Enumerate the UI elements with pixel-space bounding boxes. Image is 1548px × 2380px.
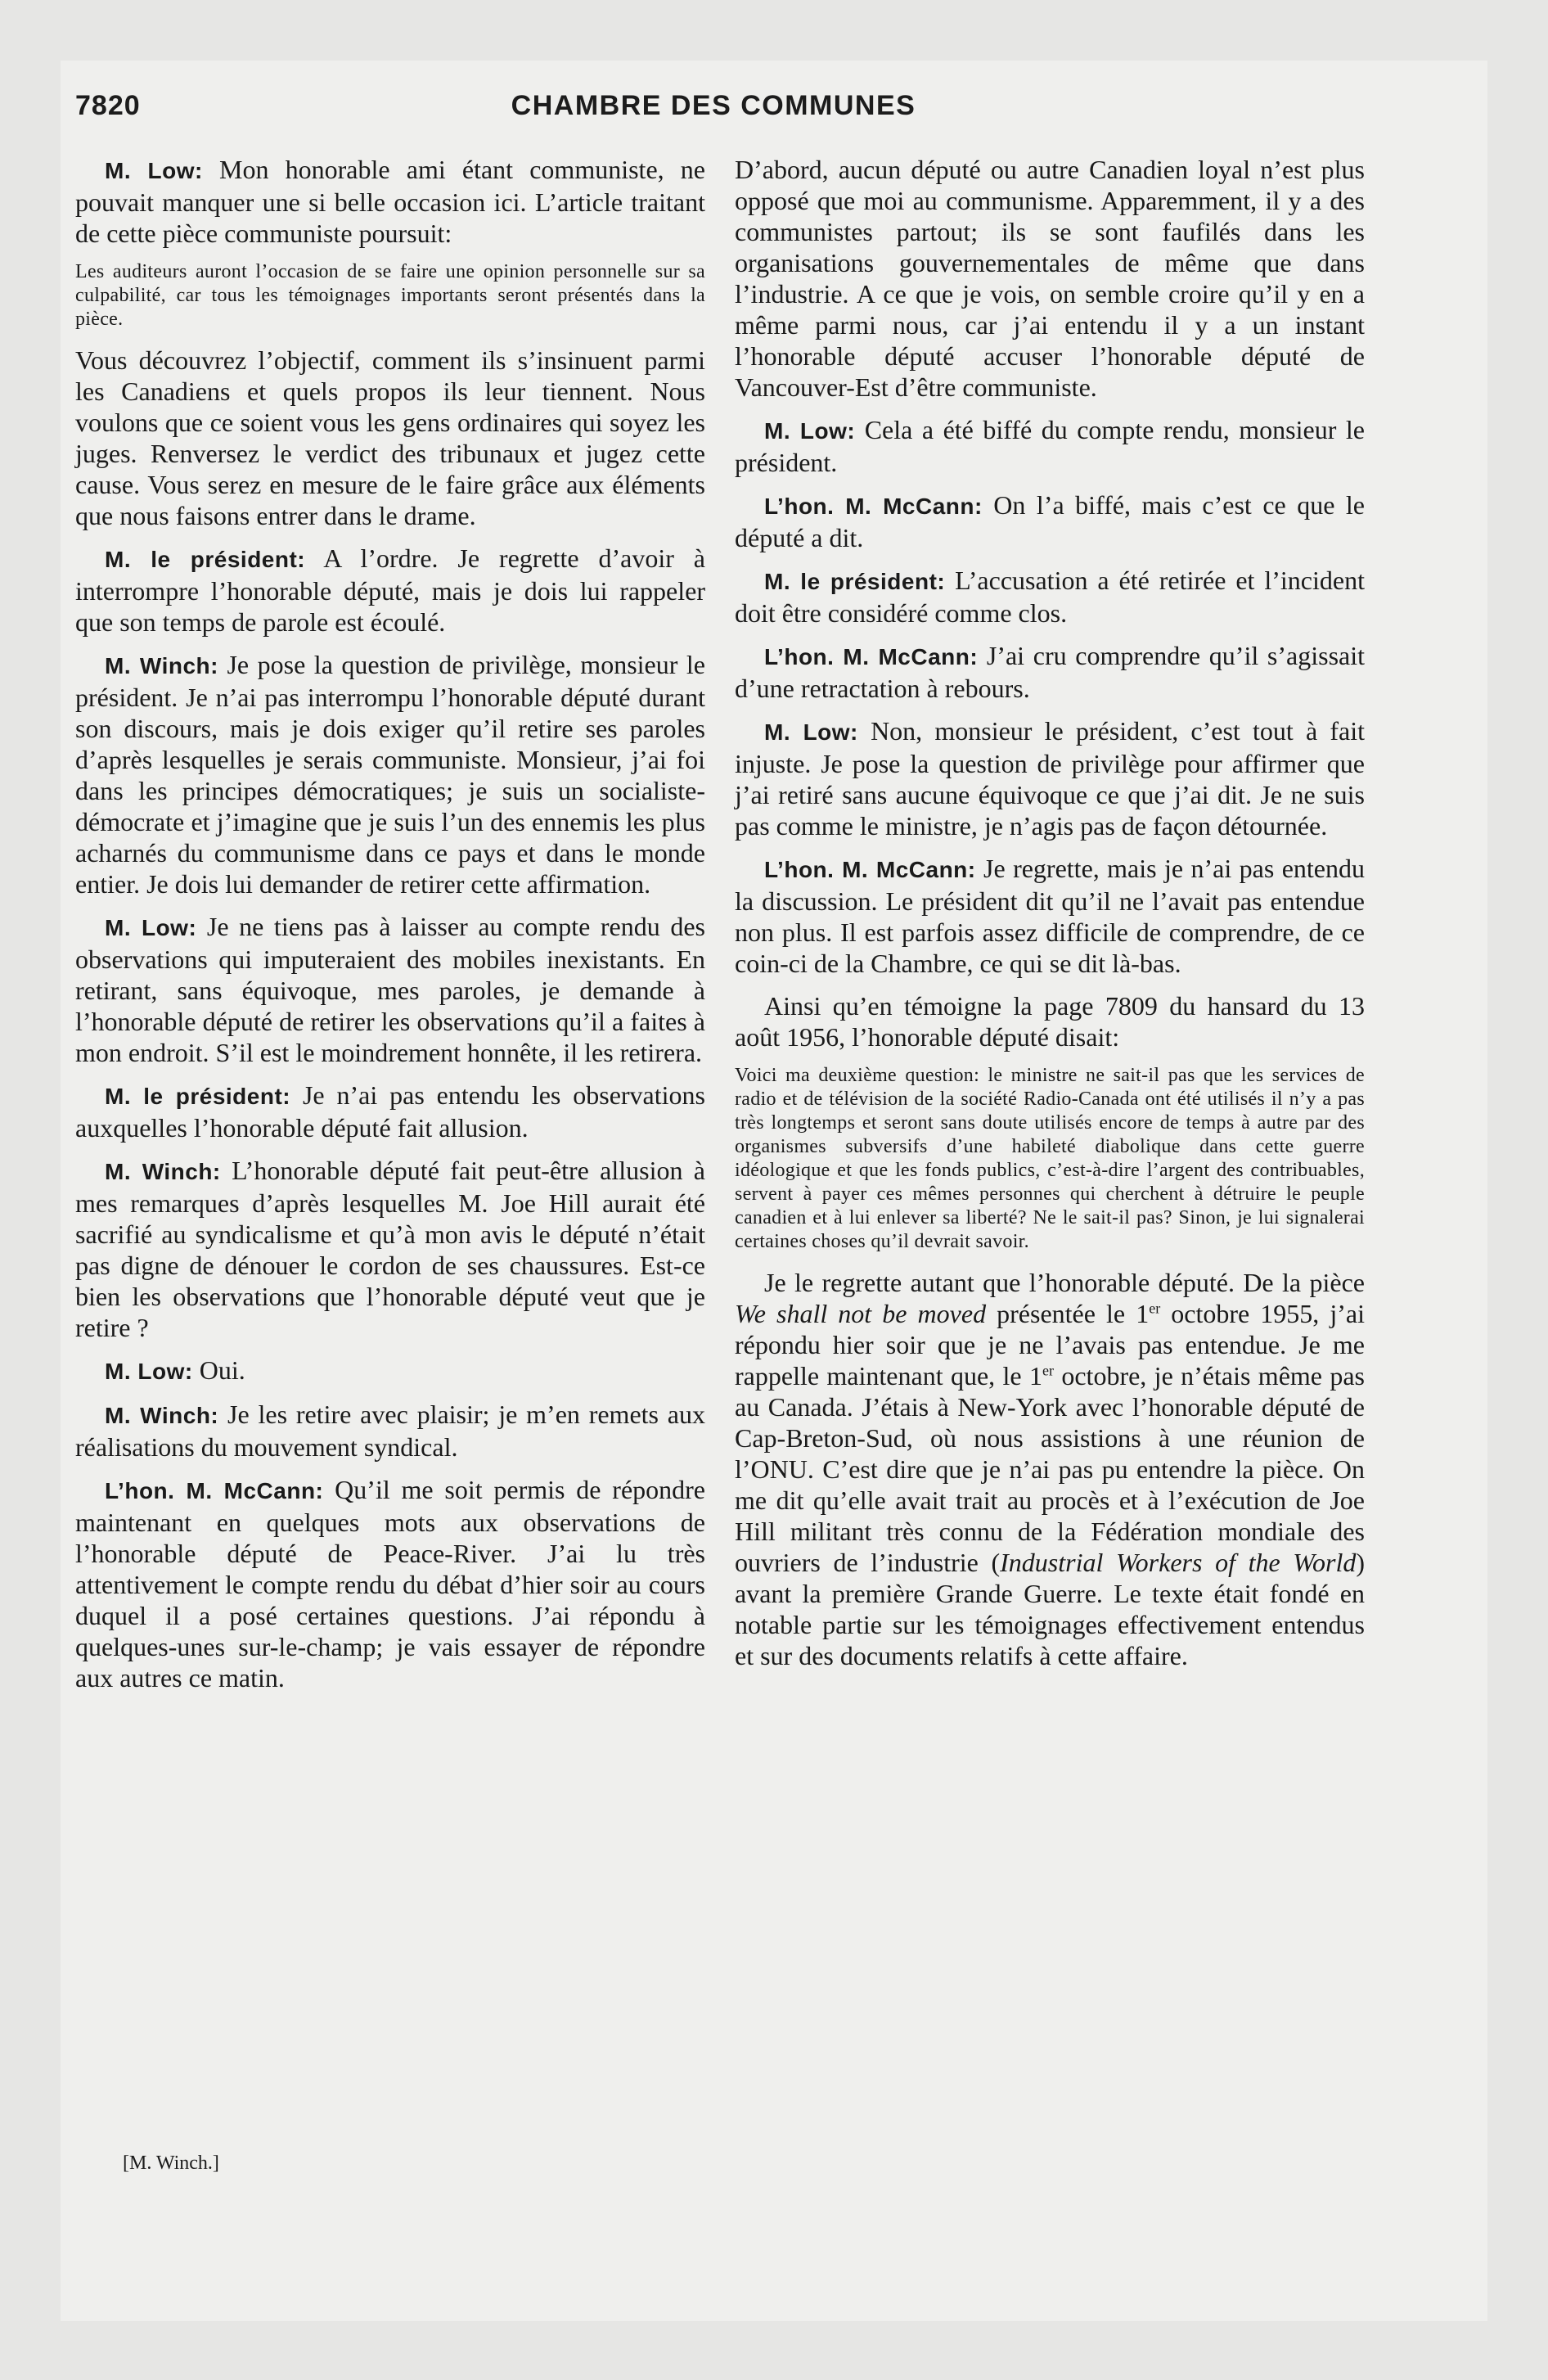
speech-text: octobre 1955, j’ai répondu hier soir que je ne l’avais pas entendue. Je me rappelle maintenant que, le 1 [735, 1299, 1366, 1391]
speech-text: ) avant la première Grande Guerre. Le texte était fondé en notable partie sur les témoignages effectivement entendus et sur des documents relatifs à cette affaire. [735, 1548, 1366, 1670]
paragraph [75, 1155, 705, 1343]
speech-text: Mon honorable ami étant communiste, ne pouvait manquer une si belle occasion ici. L’article traitant de cette pièce communiste poursuit: [75, 155, 705, 248]
play-title: We shall not be moved [735, 1299, 987, 1328]
paragraph [75, 1355, 705, 1387]
speech-text: L’accusation a été retirée et l’incident doit être considéré comme clos. [735, 566, 1365, 628]
speech-text: Je les retire avec plaisir; je m’en remets aux réalisations du mouvement syndical. [75, 1400, 705, 1462]
speaker-name: M. Low: [105, 158, 203, 183]
speaker-name: L’hon. M. McCann: [764, 644, 979, 669]
speaker-name: M. Low: [105, 1359, 193, 1384]
paragraph [735, 715, 1365, 841]
speaker-name: M. le président: [764, 569, 946, 594]
paragraph [735, 489, 1365, 553]
paragraph [735, 565, 1365, 629]
running-head: CHAMBRE DES COMMUNES [511, 90, 916, 121]
paragraph [75, 1474, 705, 1693]
speaker-name: M. Winch: [105, 1403, 219, 1428]
speech-text: Je regrette, mais je n’ai pas entendu la discussion. Le président dit qu’il ne l’avait pas entendue non plus. Il est parfois assez difficile de comprendre, de ce coin-ci de la Chambre, ce qui se dit là-bas. [735, 854, 1365, 978]
speaker-name: L’hon. M. McCann: [764, 494, 983, 519]
speaker-footer-note: [M. Winch.] [123, 2152, 219, 2174]
speech-text: L’honorable député fait peut-être allusion à mes remarques d’après lesquelles M. Joe Hill aurait été sacrifié au syndicalisme et qu’à mon avis le député n’était pas digne de dénouer le cordon de ses chaussures. Est-ce bien les observations que l’honorable député veut que je retire ? [75, 1156, 706, 1342]
speaker-name: M. Winch: [105, 1159, 221, 1184]
speech-text: Je ne tiens pas à laisser au compte rendu des observations qui imputeraient des mobiles inexistants. En retirant, sans équivoque, mes paroles, je demande à l’honorable député de retirer les observations qu’il a faites à mon endroit. S’il est le moindrement honnête, il les retirera. [75, 912, 706, 1067]
ordinal-suffix: er [1042, 1362, 1054, 1379]
right-column [735, 154, 1365, 1683]
paragraph [75, 911, 705, 1068]
page-header [75, 90, 1352, 139]
paragraph [735, 853, 1365, 979]
speech-text: présentée le 1 [986, 1299, 1150, 1328]
paragraph [735, 1267, 1365, 1671]
speech-text: Je le regrette autant que l’honorable député. De la pièce [764, 1268, 1365, 1297]
page-number: 7820 [75, 90, 141, 121]
speaker-name: M. Low: [764, 418, 856, 444]
speaker-name: M. le président: [105, 1084, 291, 1109]
paragraph [735, 414, 1365, 478]
speaker-name: M. Low: [764, 719, 858, 745]
paragraph: Vous découvrez l’objectif, comment ils s’insinuent parmi les Canadiens et quels propos ils leur tiennent. Nous voulons que ce soient vous les gens ordinaires qui soyez les juges. Renversez le verdict des tribunaux et jugez cette cause. Vous serez en mesure de le faire grâce aux éléments que nous faisons entrer dans le drame. [75, 345, 705, 530]
speech-text: A l’ordre. Je regrette d’avoir à interrompre l’honorable député, mais je dois lui rappeler que son temps de parole est écoulé. [75, 543, 705, 637]
paragraph [75, 543, 705, 638]
speaker-name: M. le président: [105, 547, 306, 572]
paragraph [75, 1399, 705, 1463]
speech-text: Oui. [192, 1355, 245, 1385]
paragraph [75, 1080, 705, 1143]
paragraph [735, 640, 1365, 704]
speech-text: Qu’il me soit permis de répondre maintenant en quelques mots aux observations de l’honorable député de Peace-River. J’ai lu très attentivement le compte rendu du débat d’hier soir au cours duquel il a posé certaines questions. J’ai répondu à quelques-unes sur-le-champ; je vais essayer de répondre aux autres ce matin. [75, 1475, 706, 1693]
ordinal-suffix: er [1149, 1300, 1161, 1317]
paragraph: Ainsi qu’en témoigne la page 7809 du hansard du 13 août 1956, l’honorable député disait: [735, 991, 1365, 1052]
speaker-name: L’hon. M. McCann: [764, 857, 976, 882]
left-column [75, 154, 705, 1705]
speech-text: Je pose la question de privilège, monsieur le président. Je n’ai pas interrompu l’honorable député durant son discours, mais je dois exiger qu’il retire ses paroles d’après lesquelles je serais communiste. Monsieur, j’ai foi dans les principes démocratiques; je suis un socialiste-démocrate et j’imagine que je suis l’un des ennemis les plus acharnés du communisme dans ce pays et dans le monde entier. Je dois lui demander de retirer cette affirmation. [75, 650, 706, 899]
speaker-name: M. Low: [105, 915, 197, 940]
organization-name: Industrial Workers of the World [1000, 1548, 1357, 1577]
speech-text: J’ai cru comprendre qu’il s’agissait d’une retractation à rebours. [735, 641, 1366, 703]
speech-text: Cela a été biffé du compte rendu, monsieur le président. [735, 415, 1365, 477]
paragraph [75, 649, 705, 899]
speech-text: On l’a biffé, mais c’est ce que le député a dit. [735, 490, 1366, 552]
block-quote: Les auditeurs auront l’occasion de se faire une opinion personnelle sur sa culpabilité, car tous les témoignages importants seront présentés dans la pièce. [75, 261, 705, 330]
speech-text: Je n’ai pas entendu les observations auxquelles l’honorable député fait allusion. [75, 1080, 705, 1143]
speaker-name: L’hon. M. McCann: [105, 1478, 324, 1503]
speaker-name: M. Winch: [105, 653, 218, 678]
speech-text: Non, monsieur le président, c’est tout à fait injuste. Je pose la question de privilège pour affirmer que j’ai retiré sans aucune équivoque ce que j’ai dit. Je ne suis pas comme le ministre, je n’agis pas de façon détournée. [735, 716, 1366, 841]
speech-text: octobre, je n’étais même pas au Canada. J’étais à New-York avec l’honorable député de Cap-Breton-Sud, où nous assistions à une réunion de l’ONU. C’est dire que je n’ai pas pu entendre la pièce. On me dit qu’elle avait trait au procès et à l’exécution de Joe Hill militant très connu de la Fédération mondiale des ouvriers de l’industrie ( [735, 1361, 1366, 1577]
block-quote: Voici ma deuxième question: le ministre ne sait-il pas que les services de radio et de télévision de la société Radio-Canada ont été utilisés il n’y a pas très longtemps et seront sans doute utilisés encore de temps à autre par des organismes subversifs d’une habileté diabolique dans cette guerre idéologique et que les fonds publics, c’est-à-dire l’argent des contribuables, servent à payer ces mêmes personnes qui cherchent à détruire le peuple canadien et à lui enlever sa liberté? Ne le sait-il pas? Sinon, je lui signalerai certaines choses qu’il devrait savoir. [735, 1065, 1365, 1252]
paragraph [75, 154, 705, 249]
paragraph: D’abord, aucun député ou autre Canadien loyal n’est plus opposé que moi au communisme. Apparemment, il y a des communistes partout; ils se sont faufilés dans les organisations gouvernementales de même que dans l’industrie. A ce que je vois, on semble croire qu’il y en a même parmi nous, car j’ai entendu il y a un instant l’honorable député accuser l’honorable député de Vancouver-Est d’être communiste. [735, 155, 1365, 402]
